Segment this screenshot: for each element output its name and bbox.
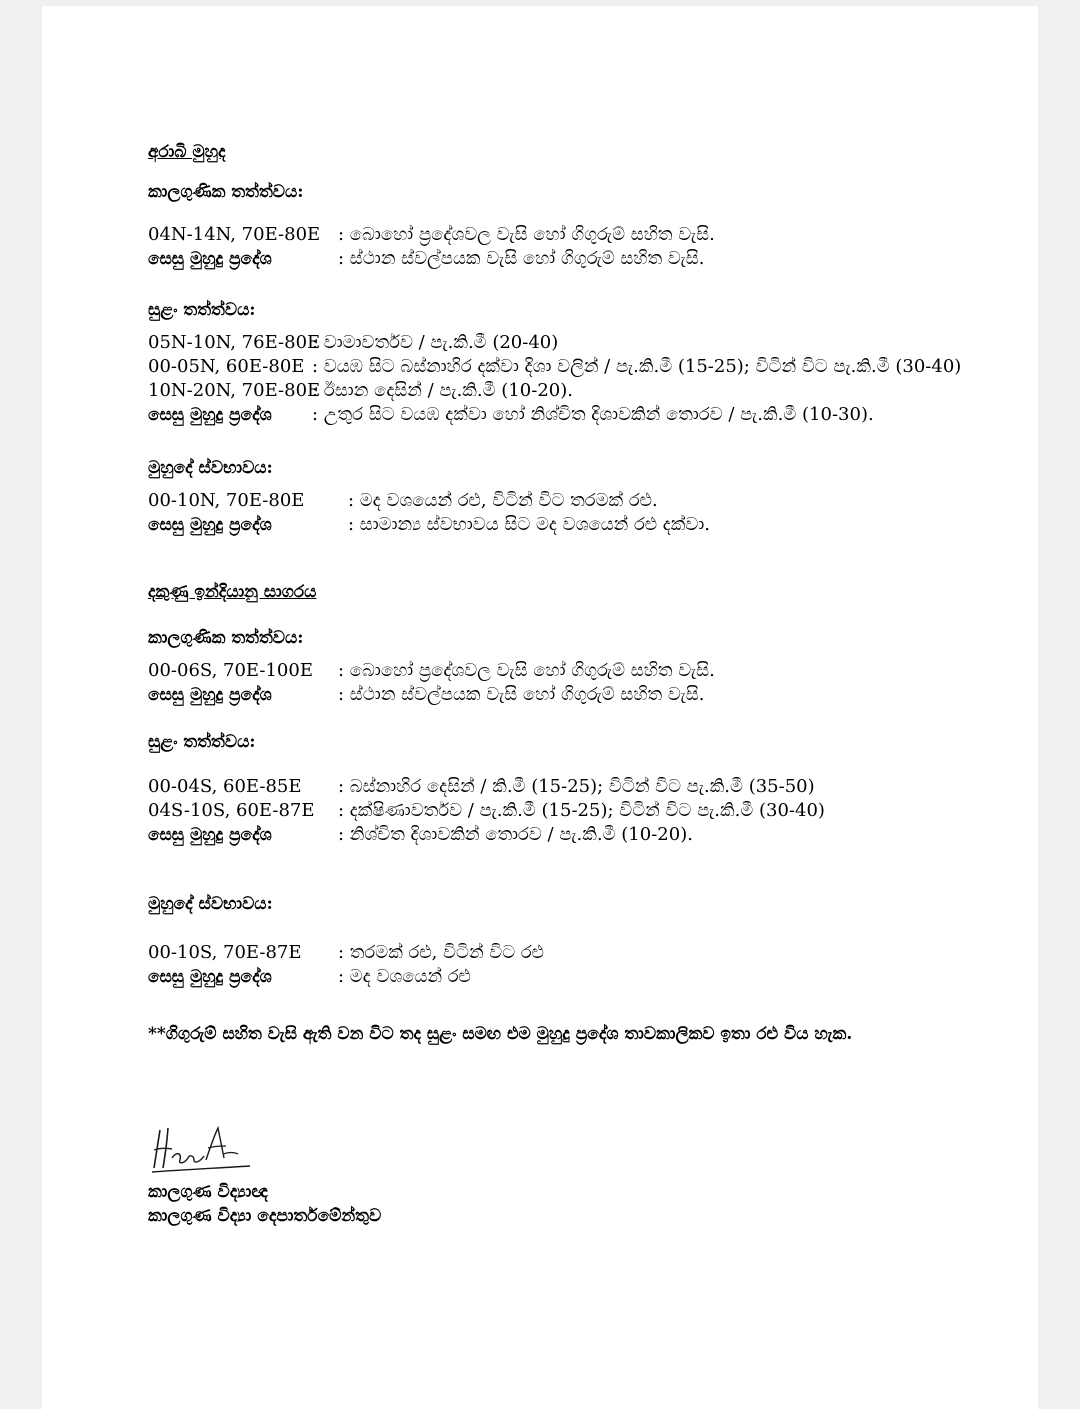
region-label: 00-10S, 70E-87E [148, 942, 302, 963]
condition-text: : දක්ෂිණාවර්තව / පැ.කි.මී (15-25); විටින් විට පැ.කි.මී (30-40) [338, 800, 825, 821]
region-label: 00-04S, 60E-85E [148, 776, 302, 797]
condition-text: : බස්නාහිර දෙසින් / කි.මී (15-25); විටින් විට පැ.කි.මී (35-50) [338, 776, 815, 797]
region-label: 04N-14N, 70E-80E [148, 224, 321, 245]
sea-heading: මුහුදේ ස්වභාවය: [148, 894, 273, 914]
sea-heading: මුහුදේ ස්වභාවය: [148, 458, 273, 478]
condition-text: : සාමාන්‍ය ස්වභාවය සිට මද වශයෙන් රළු දක්වා. [348, 514, 710, 535]
condition-text: : වාමාවර්තව / පැ.කි.මී (20-40) [312, 332, 559, 353]
thunderstorm-note: **ගිගුරුම් සහිත වැසි ඇති වන විට තද සුළං සමඟ එම මුහුදු ප්‍රදේශ තාවකාලිකව ඉතා රළු විය හැක. [148, 1024, 853, 1044]
condition-text: : මද වශයෙන් රළු [338, 966, 471, 987]
condition-text: : ස්ථාන ස්වල්පයක වැසි හෝ ගිගුරුම් සහිත වැසි. [338, 684, 705, 705]
wind-heading: සුළං තත්ත්වය: [148, 732, 256, 752]
condition-text: : ස්ථාන ස්වල්පයක වැසි හෝ ගිගුරුම් සහිත වැසි. [338, 248, 705, 269]
signatory-department: කාලගුණ විද්‍යා දෙපාර්තමේන්තුව [148, 1206, 382, 1226]
weather-heading: කාලගුණික තත්ත්වය: [148, 182, 304, 202]
signature-image [148, 1118, 258, 1178]
signatory-title: කාලගුණ විද්‍යාඥ [148, 1182, 268, 1202]
section-title-south-indian-ocean: දකුණු ඉන්දියානු සාගරය [148, 582, 317, 602]
condition-text: : මද වශයෙන් රළු, විටින් විට තරමක් රළු. [348, 490, 658, 511]
wind-heading: සුළං තත්ත්වය: [148, 300, 256, 320]
region-label: 00-06S, 70E-100E [148, 660, 313, 681]
region-label: සෙසු මුහුදු ප්‍රදේශ [148, 405, 272, 425]
region-label: සෙසු මුහුදු ප්‍රදේශ [148, 825, 272, 845]
region-label: සෙසු මුහුදු ප්‍රදේශ [148, 685, 272, 705]
weather-heading: කාලගුණික තත්ත්වය: [148, 628, 304, 648]
section-title-arabian-sea: අරාබි මුහුද [148, 142, 226, 162]
region-label: සෙසු මුහුදු ප්‍රදේශ [148, 967, 272, 987]
region-label: සෙසු මුහුදු ප්‍රදේශ [148, 249, 272, 269]
region-label: 00-10N, 70E-80E [148, 490, 305, 511]
region-label: 04S-10S, 60E-87E [148, 800, 315, 821]
region-label: 00-05N, 60E-80E [148, 356, 305, 377]
condition-text: : ඊසාන දෙසින් / පැ.කි.මී (10-20). [312, 380, 573, 401]
condition-text: : උතුර සිට වයඹ දක්වා හෝ නිශ්චිත දිශාවකින් තොරව / පැ.කි.මී (10-30). [312, 404, 874, 425]
region-label: 10N-20N, 70E-80E [148, 380, 321, 401]
region-label: සෙසු මුහුදු ප්‍රදේශ [148, 515, 272, 535]
condition-text: : තරමක් රළු, විටින් විට රළු [338, 942, 544, 963]
document-page [42, 6, 1038, 1409]
condition-text: : බොහෝ ප්‍රදේශවල වැසි හෝ ගිගුරුම් සහිත වැසි. [338, 224, 715, 245]
region-label: 05N-10N, 76E-80E [148, 332, 321, 353]
condition-text: : වයඹ සිට බස්නාහිර දක්වා දිශා වලින් / පැ.කි.මී (15-25); විටින් විට පැ.කි.මී (30-40) [312, 356, 962, 377]
condition-text: : නිශ්චිත දිශාවකින් තොරව / පැ.කි.මී (10-20). [338, 824, 693, 845]
condition-text: : බොහෝ ප්‍රදේශවල වැසි හෝ ගිගුරුම් සහිත වැසි. [338, 660, 715, 681]
